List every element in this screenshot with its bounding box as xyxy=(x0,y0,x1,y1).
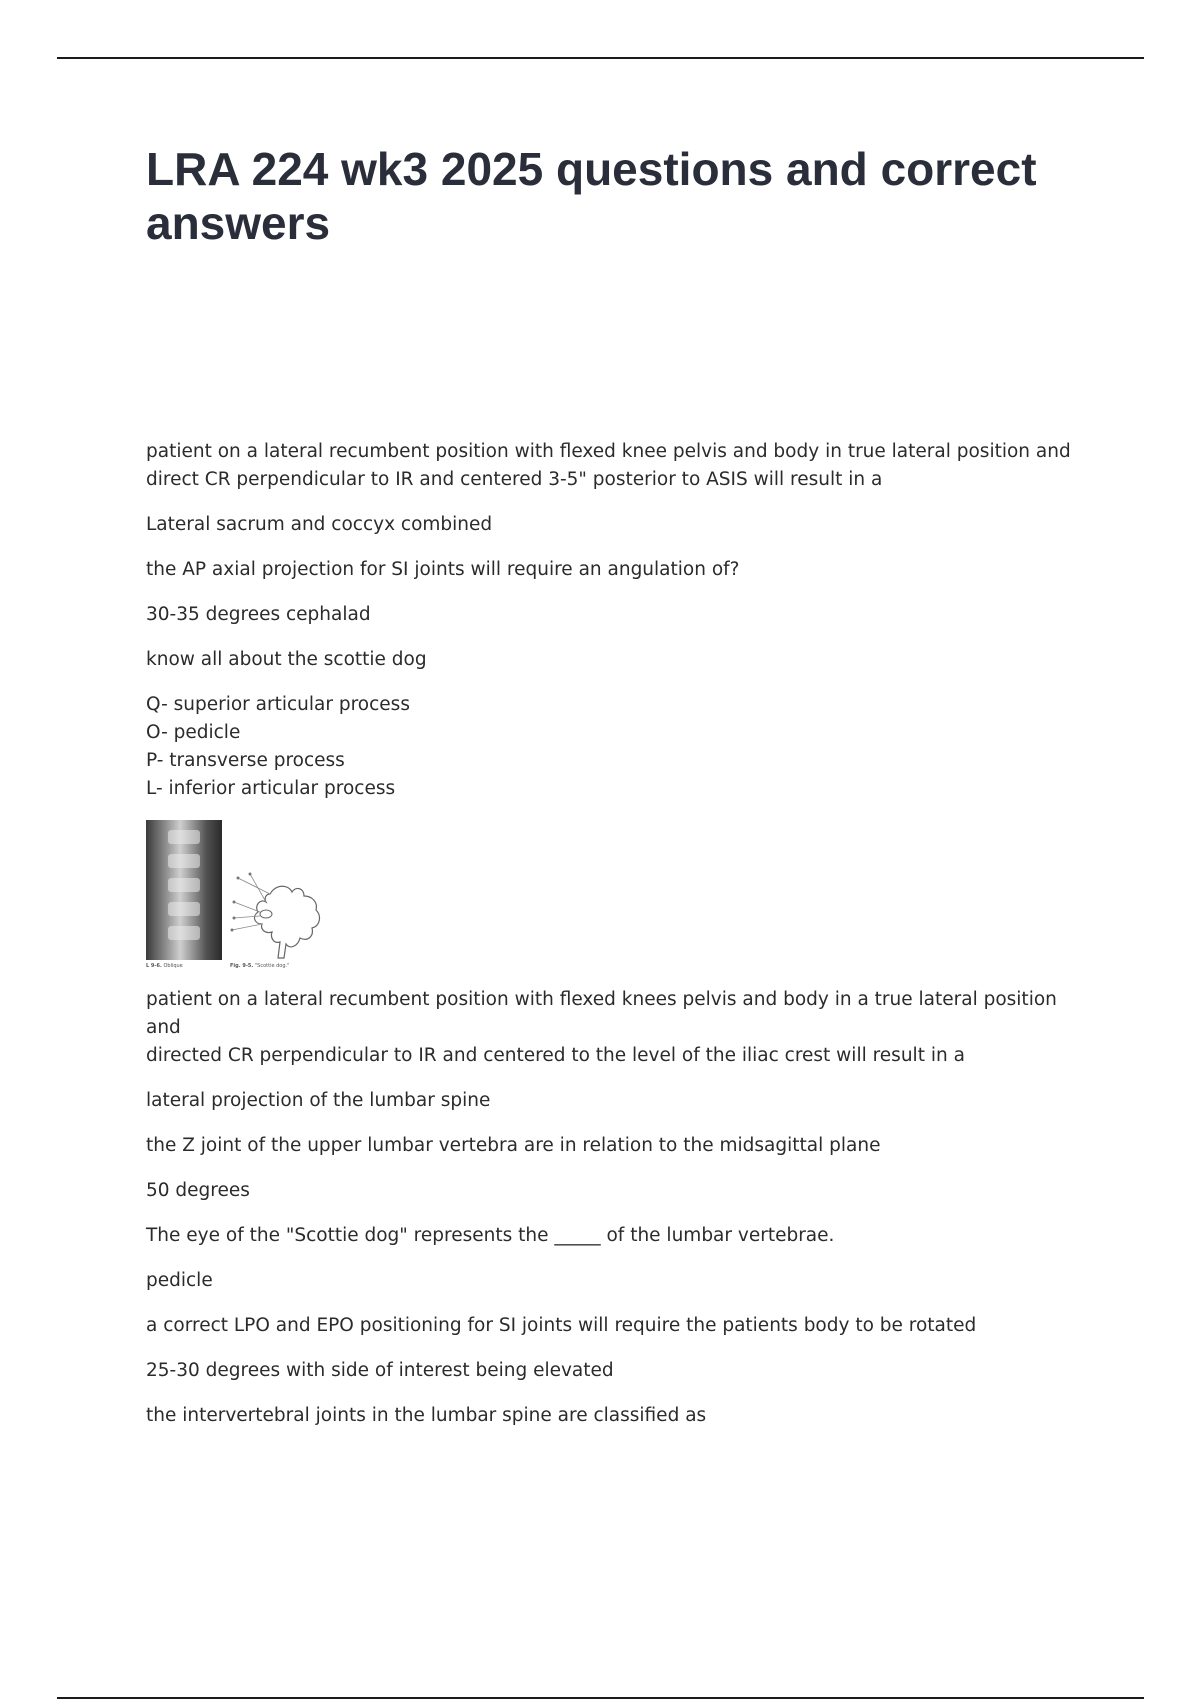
answer-list-item: P- transverse process xyxy=(146,750,345,771)
header-rule xyxy=(57,57,1144,59)
question-text: the intervertebral joints in the lumbar spine are classified as xyxy=(146,1405,707,1426)
answer-text: pedicle xyxy=(146,1270,213,1291)
question-text: a correct LPO and EPO positioning for SI joints will require the patients body to be rotated xyxy=(146,1315,977,1336)
answer-text: 50 degrees xyxy=(146,1180,250,1201)
answer-text: Lateral sacrum and coccyx combined xyxy=(146,514,493,535)
answer-list-item: Q- superior articular process xyxy=(146,694,410,715)
question-text: know all about the scottie dog xyxy=(146,649,427,670)
document-title: LRA 224 wk3 2025 questions and correct answers xyxy=(146,143,1037,249)
answer-text: 25-30 degrees with side of interest being elevated xyxy=(146,1360,614,1381)
answer-text: lateral projection of the lumbar spine xyxy=(146,1090,491,1111)
drawing-caption: Fig. 9-5. "Scottie dog." xyxy=(230,963,290,969)
xray-caption: L 9-6. Oblique xyxy=(146,963,183,969)
question-text: patient on a lateral recumbent position with flexed knees pelvis and body in a true lateral position and directed CR perpendicular to IR and centered to the level of the iliac crest will result in a xyxy=(146,989,1057,1066)
question-text: the AP axial projection for SI joints will require an angulation of? xyxy=(146,559,740,580)
answer-list-item: L- inferior articular process xyxy=(146,778,396,799)
question-text: The eye of the "Scottie dog" represents the _____ of the lumbar vertebrae. xyxy=(146,1225,835,1246)
document-body xyxy=(146,438,1086,1447)
scottie-dog-drawing xyxy=(230,872,330,962)
scottie-dog-figure xyxy=(146,820,346,972)
answer-list-item: O- pedicle xyxy=(146,722,241,743)
footer-rule xyxy=(57,1697,1144,1699)
question-text: patient on a lateral recumbent position with flexed knee pelvis and body in true lateral position and direct CR perpendicular to IR and centered 3-5" posterior to ASIS will result in a xyxy=(146,441,1071,490)
answer-text: 30-35 degrees cephalad xyxy=(146,604,371,625)
question-text: the Z joint of the upper lumbar vertebra are in relation to the midsagittal plane xyxy=(146,1135,881,1156)
oblique-xray-image xyxy=(146,820,222,960)
answer-list xyxy=(146,691,1086,803)
